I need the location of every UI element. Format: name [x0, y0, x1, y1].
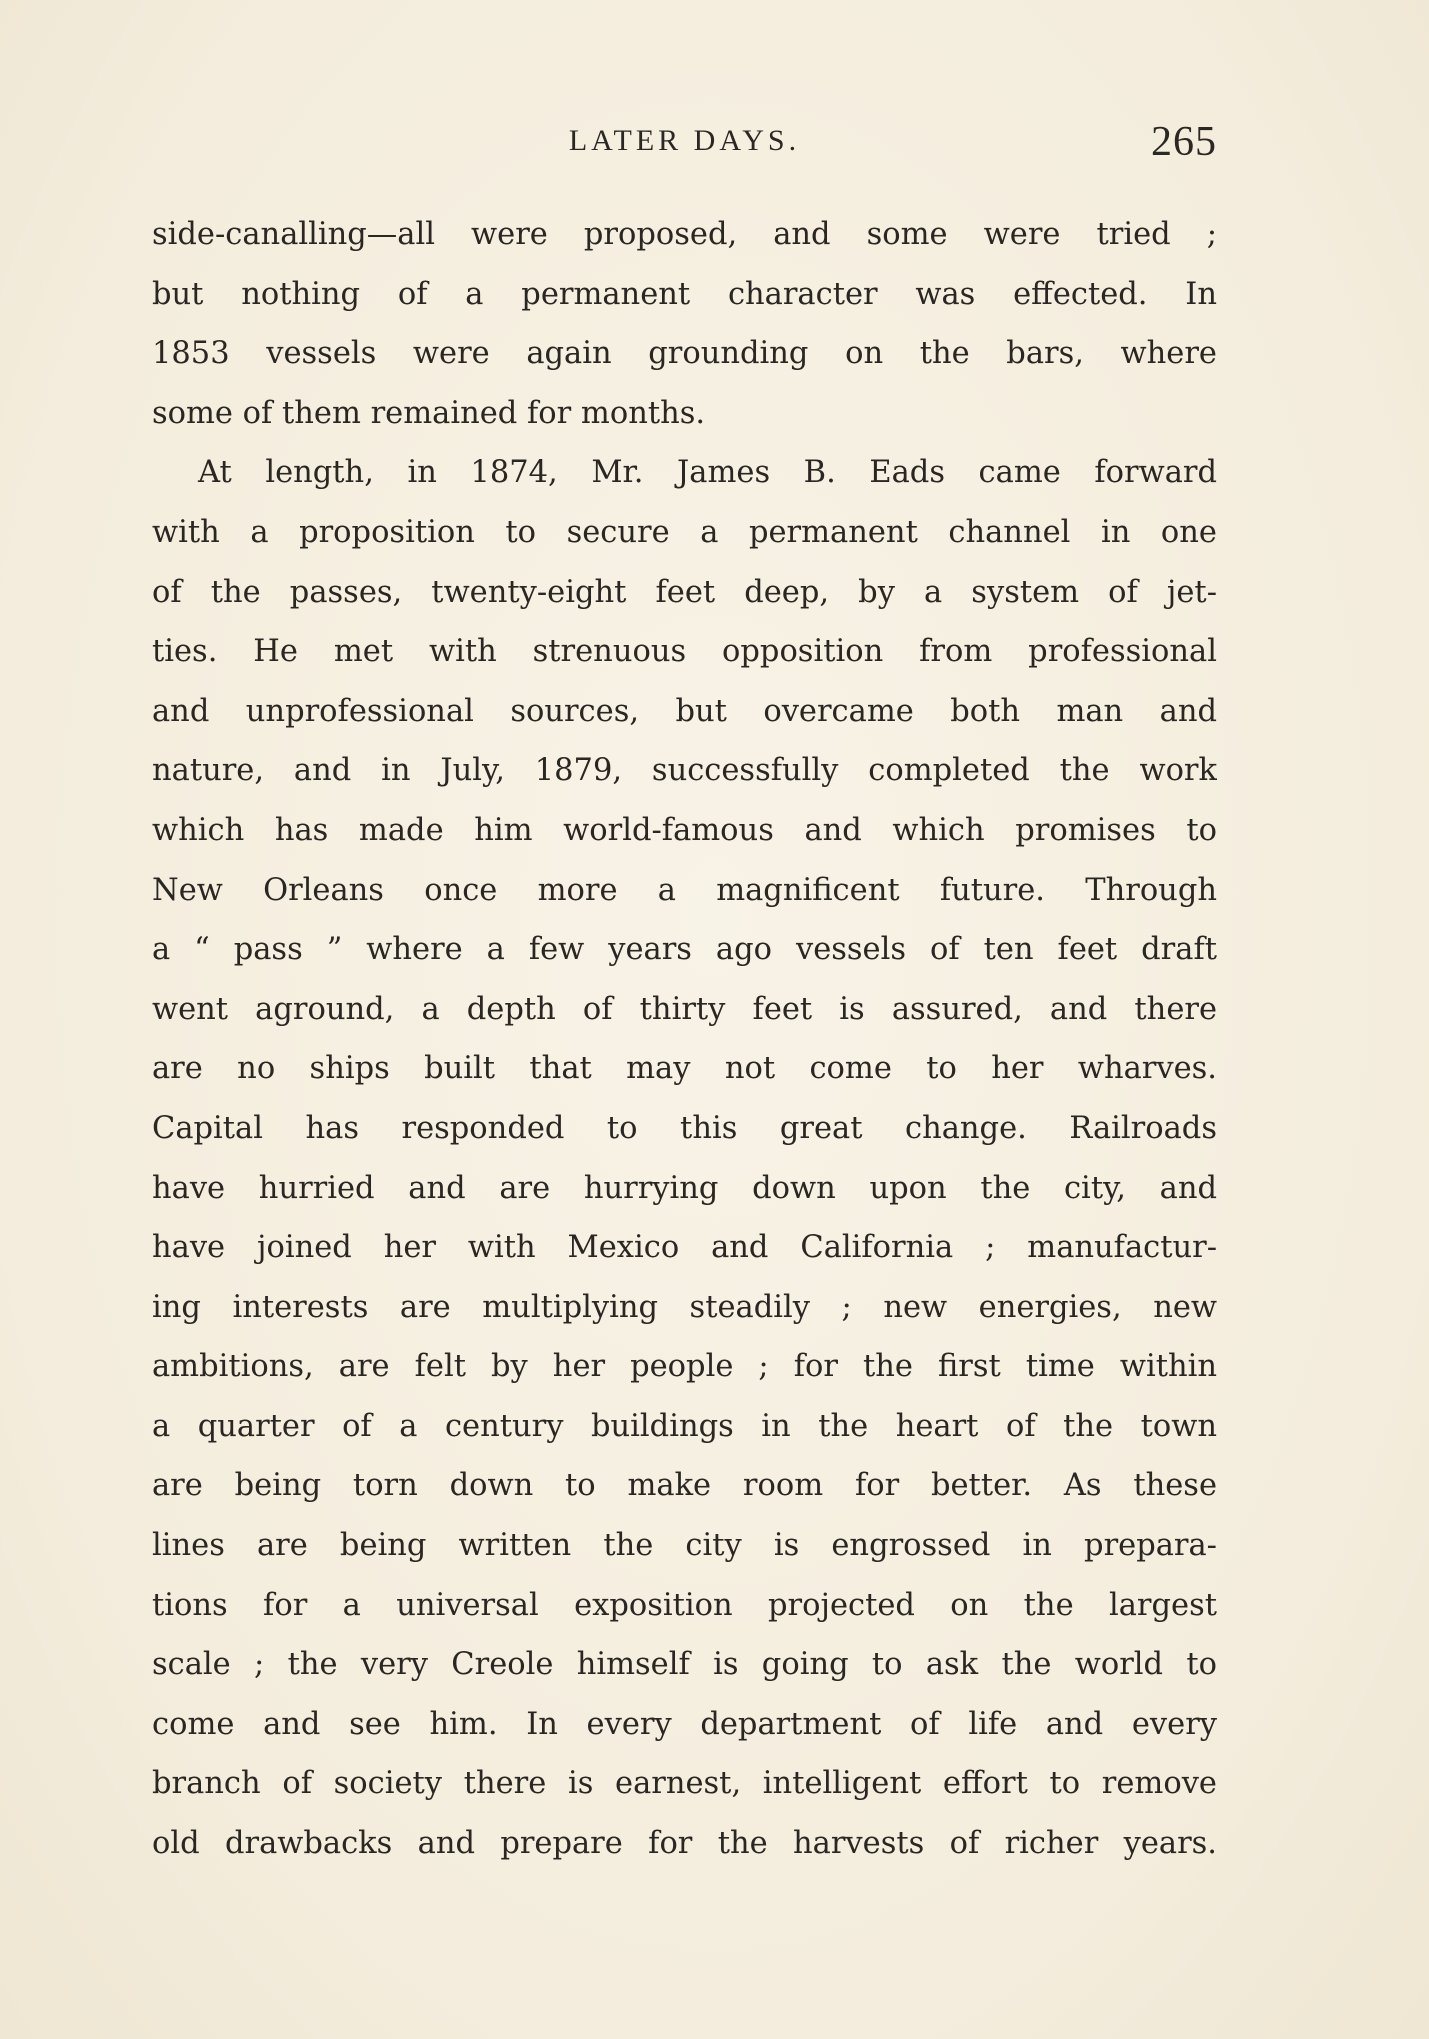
text-line: ing interests are multiplying steadily ; new energies, new [152, 1289, 1217, 1325]
paragraph-2 [152, 443, 1217, 1873]
text-line: old drawbacks and prepare for the harvests of richer years. [152, 1826, 1217, 1862]
paragraph-1 [152, 205, 1217, 443]
text-line: New Orleans once more a magnificent future. Through [152, 872, 1217, 908]
text-line: come and see him. In every department of life and every [152, 1706, 1217, 1742]
text-line: which has made him world-famous and which promises to [152, 812, 1217, 848]
text-line: but nothing of a permanent character was effected. In [152, 276, 1217, 312]
text-line: 1853 vessels were again grounding on the bars, where [152, 336, 1217, 372]
text-line: ambitions, are felt by her people ; for the first time within [152, 1349, 1217, 1385]
text-line: a “ pass ” where a few years ago vessels of ten feet draft [152, 932, 1217, 968]
page-number: 265 [1151, 119, 1217, 165]
text-line: ties. He met with strenuous opposition from professional [152, 634, 1217, 670]
text-line: scale ; the very Creole himself is going to ask the world to [152, 1647, 1217, 1683]
text-line: a quarter of a century buildings in the heart of the town [152, 1408, 1217, 1444]
text-line: and unprofessional sources, but overcame both man and [152, 693, 1217, 729]
text-line: side-canalling—all were proposed, and some were tried ; [152, 217, 1217, 252]
text-line: are being torn down to make room for better. As these [152, 1468, 1217, 1504]
text-line: have hurried and are hurrying down upon the city, and [152, 1170, 1217, 1206]
text-line: At length, in 1874, Mr. James B. Eads came forward [198, 455, 1217, 491]
text-line: went aground, a depth of thirty feet is assured, and there [152, 991, 1217, 1027]
text-line: Capital has responded to this great change. Railroads [152, 1110, 1217, 1146]
running-head [152, 118, 1217, 168]
text-line: tions for a universal exposition projected on the largest [152, 1587, 1217, 1623]
body-text [152, 205, 1217, 1874]
text-line: are no ships built that may not come to her wharves. [152, 1051, 1217, 1087]
text-line: with a proposition to secure a permanent channel in one [152, 514, 1217, 550]
text-line: of the passes, twenty-eight feet deep, by a system of jet- [152, 574, 1217, 610]
text-line: some of them remained for months. [152, 395, 706, 431]
running-title: LATER DAYS. [568, 124, 801, 157]
text-line: branch of society there is earnest, intelligent effort to remove [152, 1766, 1217, 1802]
text-line: lines are being written the city is engrossed in prepara- [152, 1528, 1217, 1564]
text-line: have joined her with Mexico and California ; manufactur- [152, 1230, 1217, 1266]
text-line: nature, and in July, 1879, successfully completed the work [152, 753, 1217, 789]
